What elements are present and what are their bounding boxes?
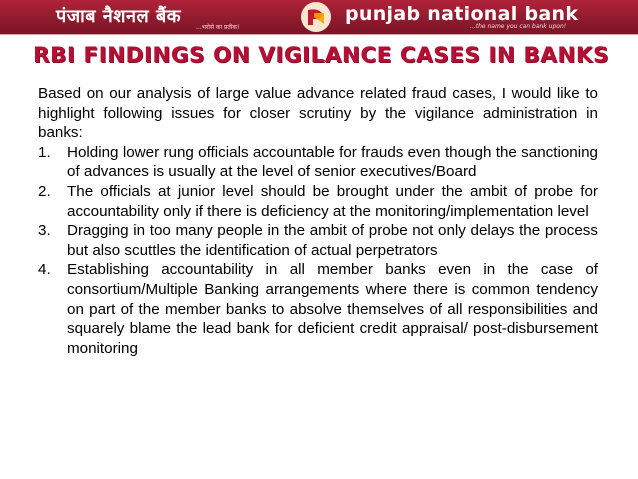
list-item [38, 182, 598, 221]
slide-body [38, 84, 598, 358]
list-item [38, 221, 598, 260]
item-number: 3. [38, 222, 51, 240]
list-item [38, 260, 598, 358]
findings-list [38, 143, 598, 359]
item-number: 1. [38, 143, 51, 161]
bank-tagline-hindi: ...भरोसे का प्रतीक! [196, 24, 240, 31]
item-number: 4. [38, 261, 51, 279]
slide-title: RBI FINDINGS ON VIGILANCE CASES IN BANKS [32, 43, 610, 68]
bank-name-english: punjab national bank [345, 3, 579, 25]
bank-logo-icon [301, 2, 331, 32]
item-text: Holding lower rung officials accountable for frauds even though the sanctioning of advances is usually at the level of senior executives/Board [67, 143, 598, 181]
item-text: The officials at junior level should be brought under the ambit of probe for accountability only if there is deficiency at the monitoring/implementation level [67, 182, 598, 220]
item-text: Dragging in too many people in the ambit of probe not only delays the process but also scuttles the identification of actual perpetrators [67, 222, 598, 259]
intro-paragraph: Based on our analysis of large value advance related fraud cases, I would like to highlight following issues for closer scrutiny by the vigilance administration in banks: [38, 85, 598, 142]
item-text: Establishing accountability in all member banks even in the case of consortium/Multiple Banking arrangements where there is common tendency on part of the member banks to absolve themselves of all responsibilities and squarely blame the lead bank for deficient credit appraisal/ post-disbursement monitoring [67, 261, 598, 357]
bank-banner [0, 0, 638, 35]
list-item [38, 143, 598, 182]
bank-tagline-english: ...the name you can bank upon! [470, 23, 567, 30]
item-number: 2. [38, 182, 51, 200]
bank-name-hindi: पंजाब नैशनल बैंक [56, 6, 182, 27]
